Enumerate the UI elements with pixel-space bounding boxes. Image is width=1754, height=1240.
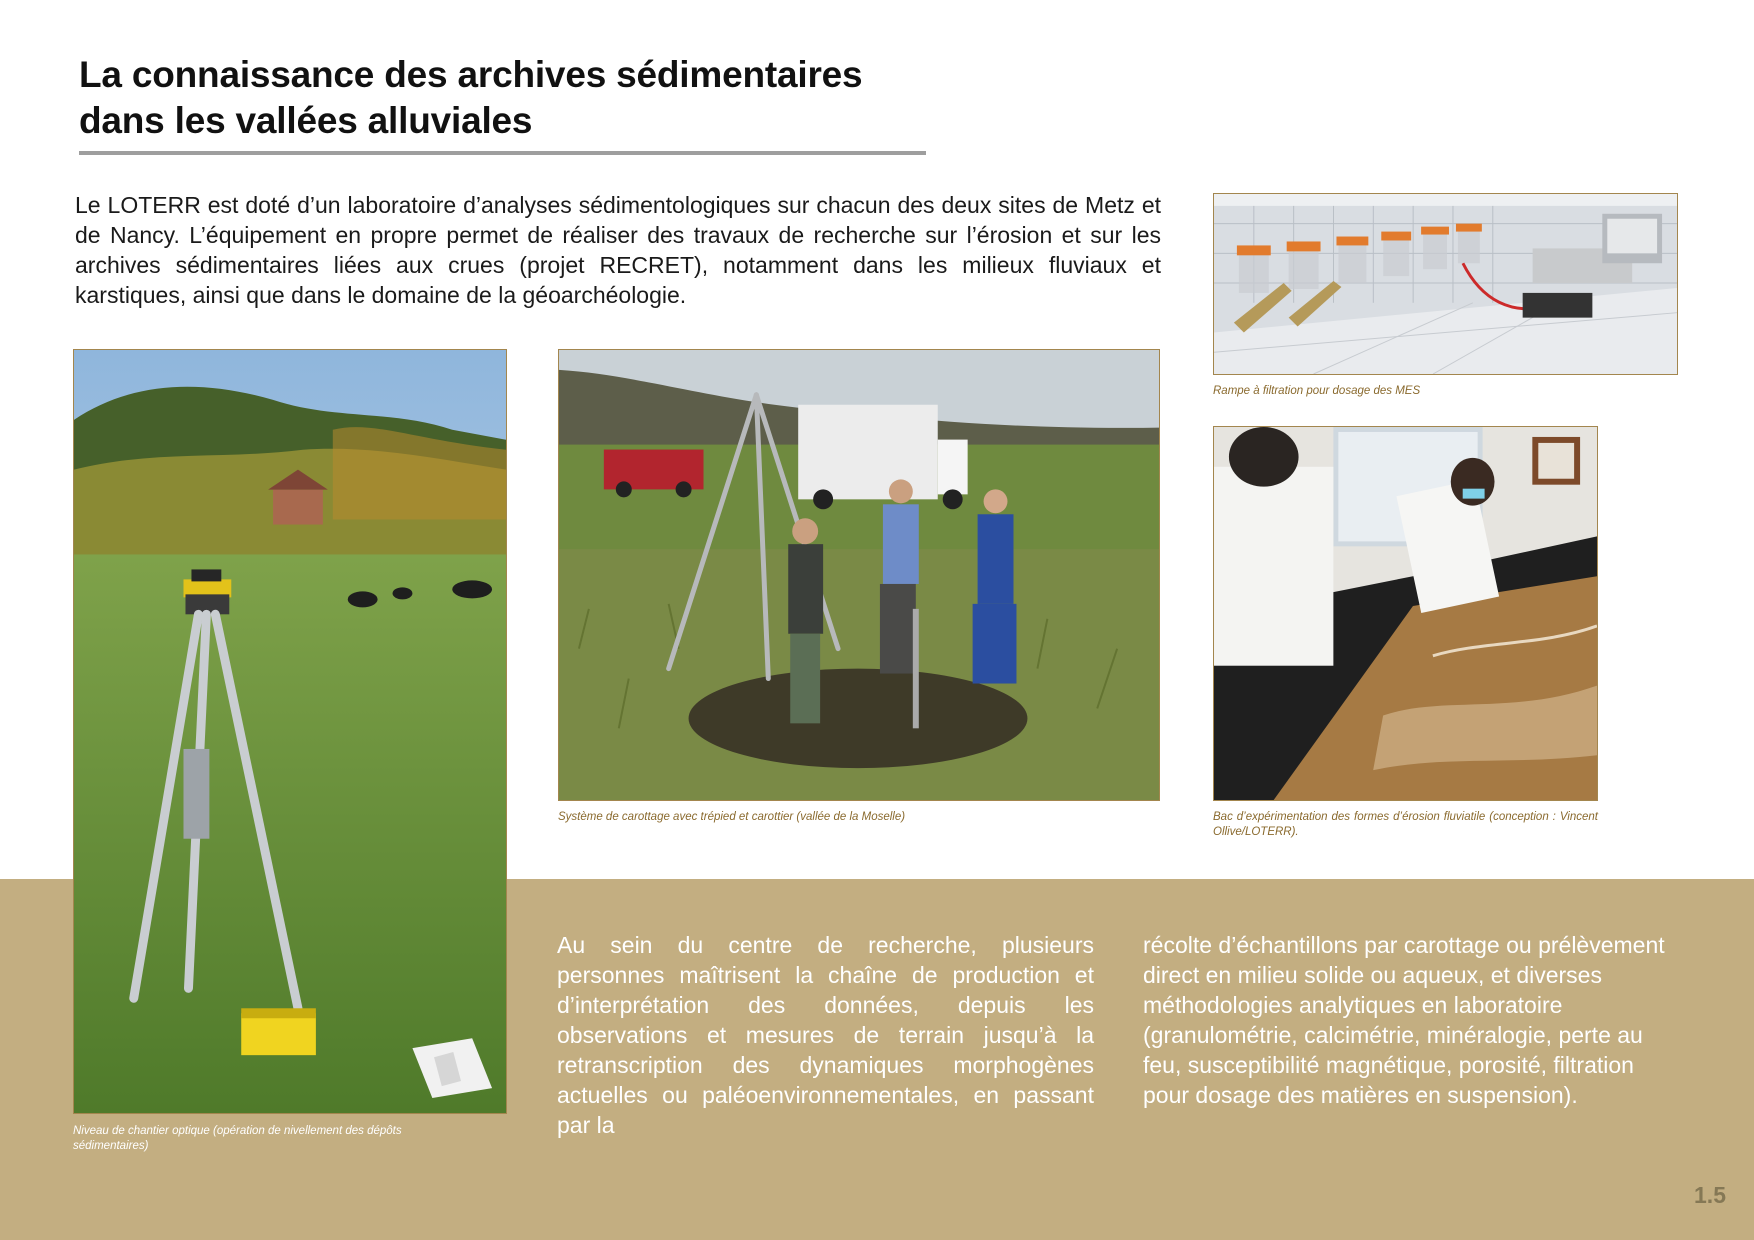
title-underline [79, 151, 926, 155]
page-number: 1.5 [1694, 1182, 1726, 1208]
photo-optical-level [73, 349, 507, 1114]
page-title [79, 52, 979, 144]
photo-erosion-flume [1213, 426, 1598, 801]
caption-optical-level: Niveau de chantier optique (opération de nivellement des dépôts sédimentaires) [73, 1125, 402, 1152]
caption-filtration: Rampe à filtration pour dosage des MES [1213, 385, 1421, 397]
title-line-2: dans les vallées alluviales [79, 100, 533, 141]
caption-erosion-flume: Bac d’expérimentation des formes d’érosion fluviatile (conception : Vincent Ollive/LOTERR). [1213, 811, 1598, 838]
body-column-2: récolte d’échantillons par carottage ou prélèvement direct en milieu solide ou aqueux, et diverses méthodologies analytiques en laboratoire (granulométrie, calcimétrie, minéralogie, perte au feu, susceptibilité magnétique, porosité, filtration pour dosage des matières en suspension). [1143, 932, 1665, 1108]
photo-coring-system [558, 349, 1160, 801]
title-line-1: La connaissance des archives sédimentaires [79, 54, 863, 95]
caption-coring: Système de carottage avec trépied et carottier (vallée de la Moselle) [558, 811, 906, 823]
body-column-1: Au sein du centre de recherche, plusieurs personnes maîtrisent la chaîne de production et d’interprétation des données, depuis les observations et mesures de terrain jusqu’à la retranscription des dynamiques morphogènes actuelles ou paléoenvironnementales, en passant par la [557, 932, 1094, 1138]
photo-filtration-ramp [1213, 193, 1678, 375]
intro-paragraph: Le LOTERR est doté d’un laboratoire d’analyses sédimentologiques sur chacun des deux sites de Metz et de Nancy. L’équipement en propre permet de réaliser des travaux de recherche sur l’érosion et sur les archives sédimentaires liées aux crues (projet RECRET), notamment dans les milieux fluviaux et karstiques, ainsi que dans le domaine de la géoarchéologie. [75, 192, 1161, 308]
